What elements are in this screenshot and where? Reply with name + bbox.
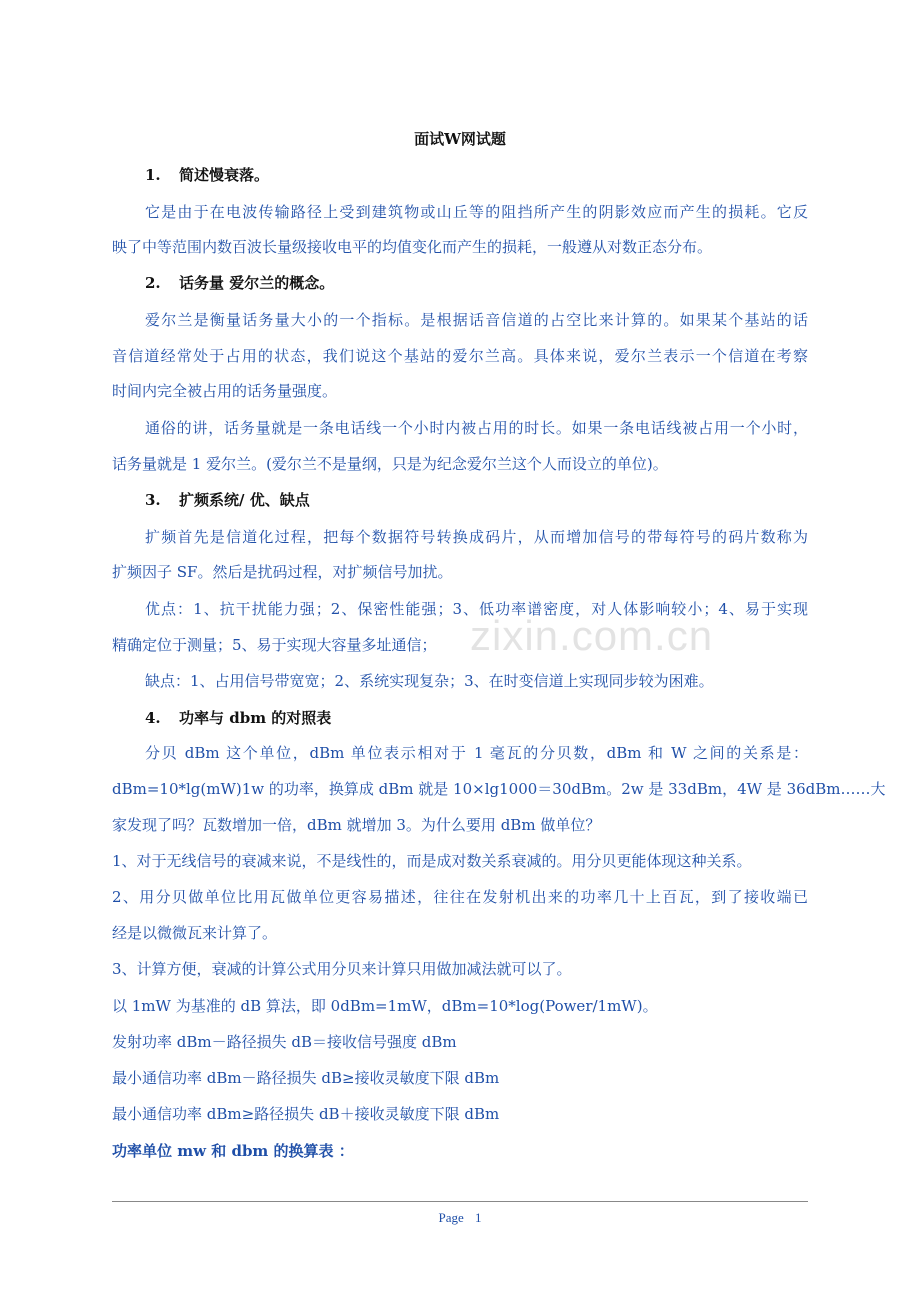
paragraph-line: 音信道经常处于占用的状态，我们说这个基站的爱尔兰高。具体来说，爱尔兰表示一个信道在考察 <box>112 347 808 365</box>
page-number: 1 <box>475 1210 482 1225</box>
formula-line: 最小通信功率 dBm－路径损失 dB≥接收灵敏度下限 dBm <box>112 1069 500 1087</box>
paragraph-line: 1、对于无线信号的衰减来说，不是线性的，而是成对数关系衰减的。用分贝更能体现这种关系。 <box>112 852 752 870</box>
paragraph-line: 经是以微微瓦来计算了。 <box>112 924 278 942</box>
paragraph-line: 时间内完全被占用的话务量强度。 <box>112 382 338 400</box>
paragraph-line: 3、计算方便，衰减的计算公式用分贝来计算只用做加减法就可以了。 <box>112 960 572 978</box>
paragraph-line: 扩频首先是信道化过程，把每个数据符号转换成码片，从而增加信号的带每符号的码片数称为 <box>145 528 808 546</box>
page-label: Page <box>438 1210 464 1225</box>
paragraph-line: 家发现了吗？瓦数增加一倍，dBm 就增加 3。为什么要用 dBm 做单位？ <box>112 816 601 834</box>
paragraph-line: 缺点：1、占用信号带宽宽；2、系统实现复杂；3、在时变信道上实现同步较为困难。 <box>145 672 714 690</box>
paragraph-line: 优点：1、抗干扰能力强；2、保密性能强；3、低功率谱密度，对人体影响较小；4、易于实现 <box>145 600 808 618</box>
final-heading: 功率单位 mw 和 dbm 的换算表 ： <box>112 1142 354 1160</box>
section-heading-3 <box>145 490 841 510</box>
watermark: zixin.com.cn <box>470 612 714 659</box>
section-number: 3. <box>145 491 161 509</box>
section-heading-text: 话务量 爱尔兰的概念。 <box>179 274 335 292</box>
section-heading-text: 功率与 dbm 的对照表 <box>179 709 332 727</box>
section-heading-text: 扩频系统/ 优、缺点 <box>179 491 310 509</box>
section-number: 2. <box>145 274 161 292</box>
paragraph-line: 扩频因子 SF。然后是扰码过程，对扩频信号加扰。 <box>112 563 453 581</box>
paragraph-line: 以 1mW 为基准的 dB 算法，即 0dBm=1mW，dBm=10*log(Power/1mW)。 <box>112 997 658 1015</box>
paragraph-line: 映了中等范围内数百波长量级接收电平的均值变化而产生的损耗，一般遵从对数正态分布。 <box>112 238 713 256</box>
paragraph-line: 精确定位于测量；5、易于实现大容量多址通信； <box>112 636 437 654</box>
paragraph-line: 通俗的讲，话务量就是一条电话线一个小时内被占用的时长。如果一条电话线被占用一个小时， <box>145 419 808 437</box>
paragraph-line: 爱尔兰是衡量话务量大小的一个指标。是根据话音信道的占空比来计算的。如果某个基站的话 <box>145 311 808 329</box>
section-heading-text: 简述慢衰落。 <box>179 166 270 184</box>
section-heading-2 <box>145 273 841 293</box>
section-heading-1 <box>145 165 841 185</box>
section-number: 1. <box>145 166 161 184</box>
document-title: 面试W网试题 <box>414 130 506 148</box>
formula-line: 发射功率 dBm－路径损失 dB＝接收信号强度 dBm <box>112 1033 457 1051</box>
paragraph-line: dBm=10*lg(mW)1w 的功率，换算成 dBm 就是 10×lg1000＝30dBm。2w 是 33dBm，4W 是 36dBm……大 <box>112 780 886 798</box>
paragraph-line: 分贝 dBm 这个单位，dBm 单位表示相对于 1 毫瓦的分贝数，dBm 和 W 之间的关系是： <box>145 744 808 762</box>
formula-line: 最小通信功率 dBm≥路径损失 dB＋接收灵敏度下限 dBm <box>112 1105 500 1123</box>
page-footer <box>0 1210 920 1226</box>
paragraph-line: 2、用分贝做单位比用瓦做单位更容易描述，往往在发射机出来的功率几十上百瓦，到了接收端已 <box>112 888 808 906</box>
section-heading-4 <box>145 708 841 728</box>
footer-divider <box>112 1201 808 1202</box>
paragraph-line: 话务量就是 1 爱尔兰。(爱尔兰不是量纲，只是为纪念爱尔兰这个人而设立的单位)。 <box>112 455 668 473</box>
section-number: 4. <box>145 709 161 727</box>
paragraph-line: 它是由于在电波传输路径上受到建筑物或山丘等的阻挡所产生的阴影效应而产生的损耗。它反 <box>145 203 808 221</box>
